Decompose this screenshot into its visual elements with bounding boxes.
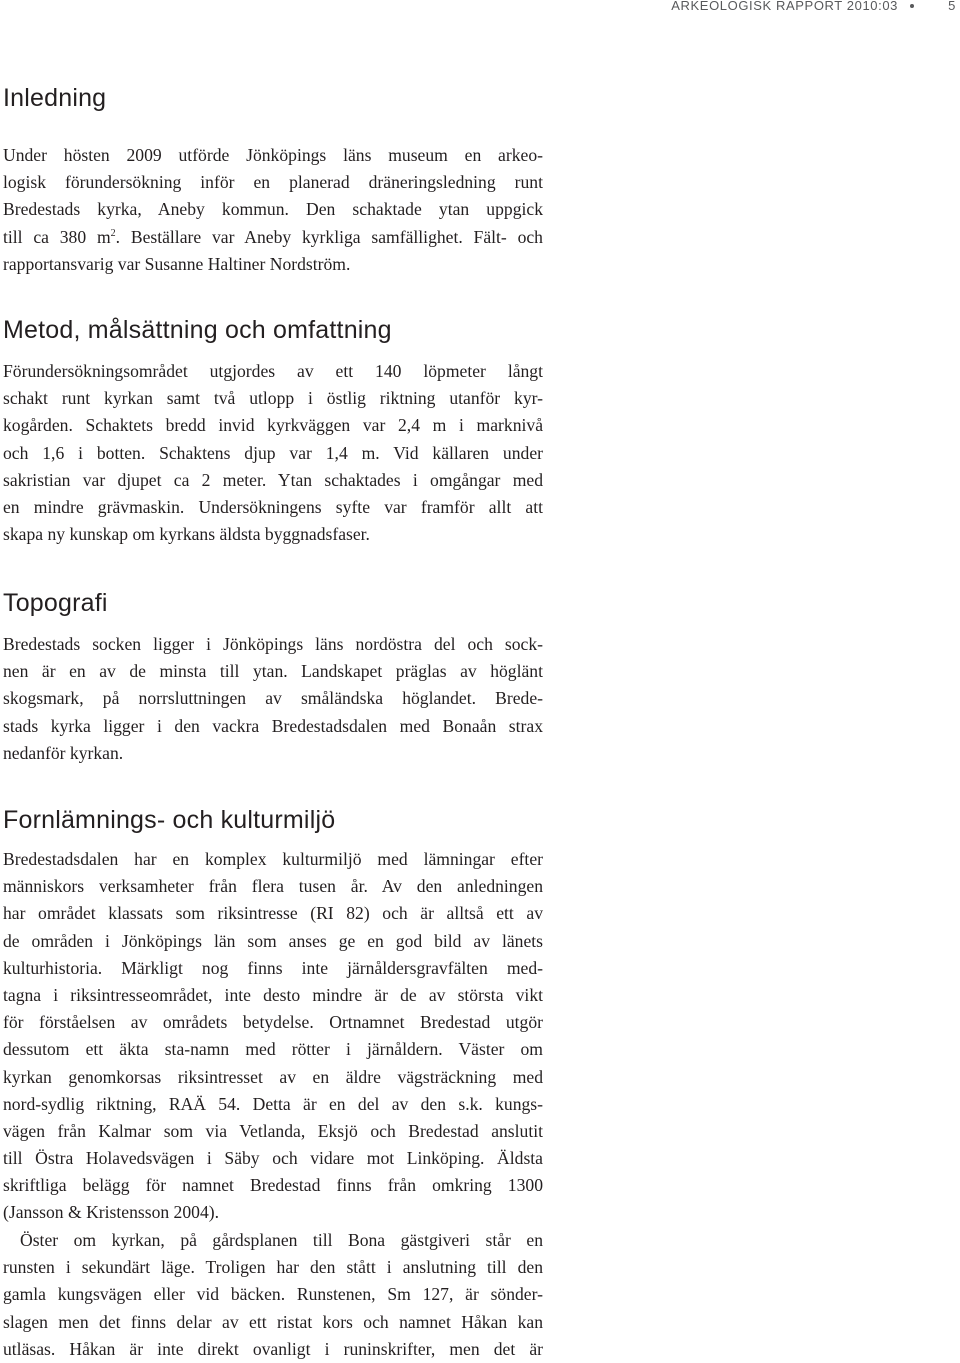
paragraph-inledning — [3, 142, 543, 278]
running-title: ARKEOLOGISK RAPPORT 2010:03 — [671, 0, 898, 13]
heading-metod: Metod, målsättning och omfattning — [3, 316, 392, 344]
paragraph-runsten — [3, 1227, 543, 1363]
text-fragment: till ca 380 m — [3, 226, 111, 247]
text-line: gamla kungsvägen eller vid bäcken. Runstenen, Sm 127, är sönder- — [3, 1284, 543, 1305]
text-line: en mindre grävmaskin. Undersökningens syfte var framför allt att — [3, 496, 543, 517]
text-line: logisk förundersökning inför en planerad dräneringsledning runt — [3, 172, 543, 193]
text-line — [3, 224, 543, 251]
text-line: runsten i sekundärt läge. Troligen har den stått i anslutning till den — [3, 1257, 543, 1278]
text-line: för förståelsen av områdets betydelse. Ortnamnet Bredestad utgör — [3, 1012, 543, 1033]
text-line: människors verksamheter från flera tusen år. Av den anledningen — [3, 876, 543, 897]
text-line: Under hösten 2009 utförde Jönköpings läns museum en arkeo- — [3, 145, 543, 165]
text-line: de områden i Jönköpings län som anses ge en god bild av länets — [3, 930, 543, 951]
text-line: Bredestads socken ligger i Jönköpings läns nordöstra del och sock- — [3, 634, 543, 654]
heading-topografi: Topografi — [3, 589, 108, 617]
running-header — [0, 0, 960, 20]
bullet-separator-icon — [910, 4, 914, 8]
text-fragment: . Beställare var Aneby kyrkliga samfällighet. Fält- och — [115, 226, 543, 247]
text-line: skogsmark, på norrsluttningen av småländska höglandet. Brede- — [3, 688, 543, 709]
paragraph-fornlamningar — [3, 846, 543, 1227]
text-line: vägen från Kalmar som via Vetlanda, Eksjö och Bredestad anslutit — [3, 1120, 543, 1141]
page-number: 5 — [948, 0, 956, 13]
text-line: utläsas. Håkan är inte direkt ovanligt i runinskrifter, men det är — [3, 1338, 543, 1359]
text-line: slagen men det finns delar av ett ristat kors och namnet Håkan kan — [3, 1311, 543, 1332]
text-line: nen är en av de minsta till ytan. Landskapet präglas av höglänt — [3, 661, 543, 682]
text-line: stads kyrka ligger i den vackra Bredestadsdalen med Bonaån strax — [3, 715, 543, 736]
text-line: tagna i riksintresseområdet, inte desto mindre är de av största vikt — [3, 984, 543, 1005]
text-line: kogården. Schaktets bredd invid kyrkväggen var 2,4 m i marknivå — [3, 415, 543, 436]
paragraph-topografi — [3, 631, 543, 767]
text-line: kyrkan genomkorsas riksintresset av en äldre vägsträckning med — [3, 1066, 543, 1087]
text-line: Bredestadsdalen har en komplex kulturmiljö med lämningar efter — [3, 849, 543, 869]
text-line: Öster om kyrkan, på gårdsplanen till Bona gästgiveri står en — [20, 1230, 543, 1250]
text-line: schakt runt kyrkan samt två utlopp i östlig riktning utanför kyr- — [3, 388, 543, 409]
superscript: 2 — [110, 227, 116, 239]
text-line: kulturhistoria. Märkligt nog finns inte järnåldersgravfälten med- — [3, 957, 543, 978]
text-line: till Östra Holavedsvägen i Säby och vidare mot Linköping. Äldsta — [3, 1148, 543, 1169]
text-line: (Jansson & Kristensson 2004). — [3, 1202, 220, 1223]
text-line: skriftliga belägg för namnet Bredestad finns från omkring 1300 — [3, 1175, 543, 1196]
text-line: rapportansvarig var Susanne Haltiner Nordström. — [3, 253, 351, 274]
text-line: har området klassats som riksintresse (RI 82) och är alltså ett av — [3, 903, 543, 924]
text-line: nord-sydlig riktning, RAÄ 54. Detta är en del av den s.k. kungs- — [3, 1093, 543, 1114]
heading-fornlamningar: Fornlämnings- och kulturmiljö — [3, 806, 336, 834]
text-line: Förundersökningsområdet utgjordes av ett 140 löpmeter långt — [3, 361, 543, 381]
text-line: nedanför kyrkan. — [3, 742, 124, 763]
paragraph-metod — [3, 358, 543, 548]
text-line: dessutom ett äkta sta-namn med rötter i järnåldern. Väster om — [3, 1039, 543, 1060]
heading-inledning: Inledning — [3, 84, 107, 112]
text-line: skapa ny kunskap om kyrkans äldsta byggnadsfaser. — [3, 524, 370, 545]
text-line: och 1,6 i botten. Schaktens djup var 1,4 m. Vid källaren under — [3, 442, 543, 463]
text-line: sakristian var djupet ca 2 meter. Ytan schaktades i omgångar med — [3, 469, 543, 490]
text-line: Bredestads kyrka, Aneby kommun. Den schaktade ytan uppgick — [3, 199, 543, 220]
